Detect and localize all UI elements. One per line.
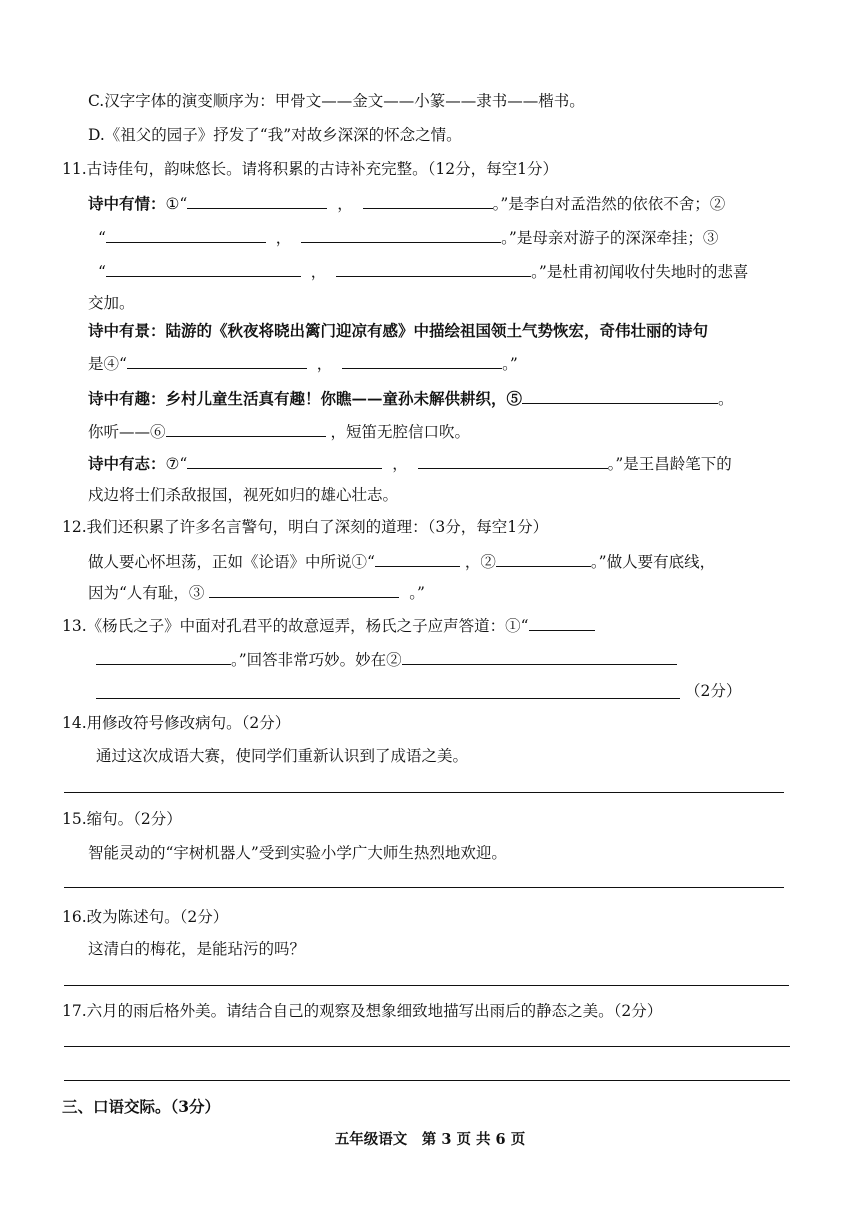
blank-7b[interactable] xyxy=(418,452,608,469)
blank-1[interactable] xyxy=(187,192,327,209)
question-12-title: 12.我们还积累了许多名言警句，明白了深刻的道理：（3分，每空1分） xyxy=(62,518,549,536)
q11-text: ， xyxy=(275,229,292,247)
question-16-title: 16.改为陈述句。（2分） xyxy=(62,908,229,926)
q11-line-1 xyxy=(88,192,725,215)
q13-text: 13.《杨氏之子》中面对孔君平的故意逗弄，杨氏之子应声答道：①“ xyxy=(62,617,529,635)
q11-zhi-label: 诗中有志： xyxy=(88,454,166,473)
blank-q13-1[interactable] xyxy=(529,614,595,631)
q12-line-1 xyxy=(88,550,715,573)
q11-text: 。”是杜甫初闻收付失地时的悲喜 xyxy=(531,263,749,281)
q11-text: ， xyxy=(392,455,408,473)
q12-text: ，② xyxy=(464,553,496,571)
q11-qu xyxy=(88,387,734,410)
q11-text: 。” xyxy=(502,355,518,373)
answer-line-q13[interactable] xyxy=(96,698,680,699)
answer-line-q15[interactable] xyxy=(64,887,784,888)
question-14-title: 14.用修改符号修改病句。（2分） xyxy=(62,714,291,732)
q12-text: 因为“人有耻，③ xyxy=(88,584,205,602)
q12-text: 做人要心怀坦荡，正如《论语》中所说①“ xyxy=(88,553,375,571)
option-d: D.《祖父的园子》抒发了“我”对故乡深深的怀念之情。 xyxy=(88,126,462,144)
q11-line-3 xyxy=(98,260,748,283)
q11-text: 。”是母亲对游子的深深牵挂；③ xyxy=(501,229,719,247)
blank-q13-1b[interactable] xyxy=(96,648,231,665)
blank-3b[interactable] xyxy=(336,260,531,277)
blank-q12-1[interactable] xyxy=(375,550,460,567)
q11-jing-2 xyxy=(88,352,518,375)
q11-text: ， xyxy=(310,263,327,281)
q11-text: “ xyxy=(98,229,106,247)
answer-line-q16[interactable] xyxy=(64,985,789,986)
answer-line-q14[interactable] xyxy=(64,792,784,793)
blank-1b[interactable] xyxy=(363,192,493,209)
q11-zhi-2: 戍边将士们杀敌报国，视死如归的雄心壮志。 xyxy=(88,486,399,504)
blank-q12-2[interactable] xyxy=(496,550,591,567)
q11-qing-label: 诗中有情： xyxy=(88,194,166,213)
q11-text: 是④“ xyxy=(88,355,127,373)
q12-line-2 xyxy=(88,581,425,604)
blank-q12-3[interactable] xyxy=(209,581,399,598)
q13-score: （2分） xyxy=(685,682,742,700)
blank-7[interactable] xyxy=(187,452,382,469)
q11-text: 。”是李白对孟浩然的依依不舍；② xyxy=(492,195,726,213)
q14-sentence: 通过这次成语大赛，使同学们重新认识到了成语之美。 xyxy=(96,747,469,765)
q13-line-2 xyxy=(96,648,677,671)
q16-sentence: 这清白的梅花，是能玷污的吗？ xyxy=(88,940,306,958)
answer-line-q17-1[interactable] xyxy=(64,1046,790,1047)
q11-text: ，短笛无腔信口吹。 xyxy=(330,423,470,441)
q11-text: 你听——⑥ xyxy=(88,423,166,441)
q12-text: 。”做人要有底线， xyxy=(590,553,716,571)
q11-text: 。 xyxy=(718,390,734,408)
section-3-heading: 三、口语交际。（3分） xyxy=(62,1097,221,1116)
q15-sentence: 智能灵动的“宇树机器人”受到实验小学广大师生热烈地欢迎。 xyxy=(88,844,507,862)
blank-2[interactable] xyxy=(106,226,266,243)
q11-qu-2 xyxy=(88,420,470,443)
q11-text: 。”是王昌龄笔下的 xyxy=(607,455,732,473)
q11-text: ， xyxy=(316,355,333,373)
q11-text: “ xyxy=(98,263,106,281)
question-11-title: 11.古诗佳句，韵味悠长。请将积累的古诗补充完整。（12分，每空1分） xyxy=(62,160,558,178)
blank-q13-2[interactable] xyxy=(402,648,677,665)
blank-6[interactable] xyxy=(166,420,326,437)
q13-text: 。”回答非常巧妙。妙在② xyxy=(231,651,402,669)
q11-text: 诗中有趣：乡村儿童生活真有趣！你瞧——童孙未解供耕织，⑤ xyxy=(88,389,523,408)
blank-3[interactable] xyxy=(106,260,301,277)
question-15-title: 15.缩句。（2分） xyxy=(62,810,182,828)
question-17-title: 17.六月的雨后格外美。请结合自己的观察及想象细致地描写出雨后的静态之美。（2分） xyxy=(62,1002,663,1020)
page-footer: 五年级语文 第 3 页 共 6 页 xyxy=(334,1131,526,1148)
blank-4b[interactable] xyxy=(342,352,502,369)
q11-text: ①“ xyxy=(165,195,188,213)
answer-line-q17-2[interactable] xyxy=(64,1080,790,1081)
q11-zhi xyxy=(88,452,732,475)
q11-text: ， xyxy=(337,195,353,213)
q11-line-2 xyxy=(98,226,718,249)
q11-jing: 诗中有景：陆游的《秋夜将晓出篱门迎凉有感》中描绘祖国领土气势恢宏，奇伟壮丽的诗句 xyxy=(88,321,709,340)
blank-5[interactable] xyxy=(522,387,718,404)
q11-line-4: 交加。 xyxy=(88,294,135,312)
question-13-title xyxy=(62,614,595,637)
q11-text: ⑦“ xyxy=(165,455,188,473)
q12-text: 。” xyxy=(409,584,425,602)
blank-4[interactable] xyxy=(127,352,307,369)
option-c: C.汉字字体的演变顺序为：甲骨文——金文——小篆——隶书——楷书。 xyxy=(88,92,585,110)
blank-2b[interactable] xyxy=(301,226,501,243)
